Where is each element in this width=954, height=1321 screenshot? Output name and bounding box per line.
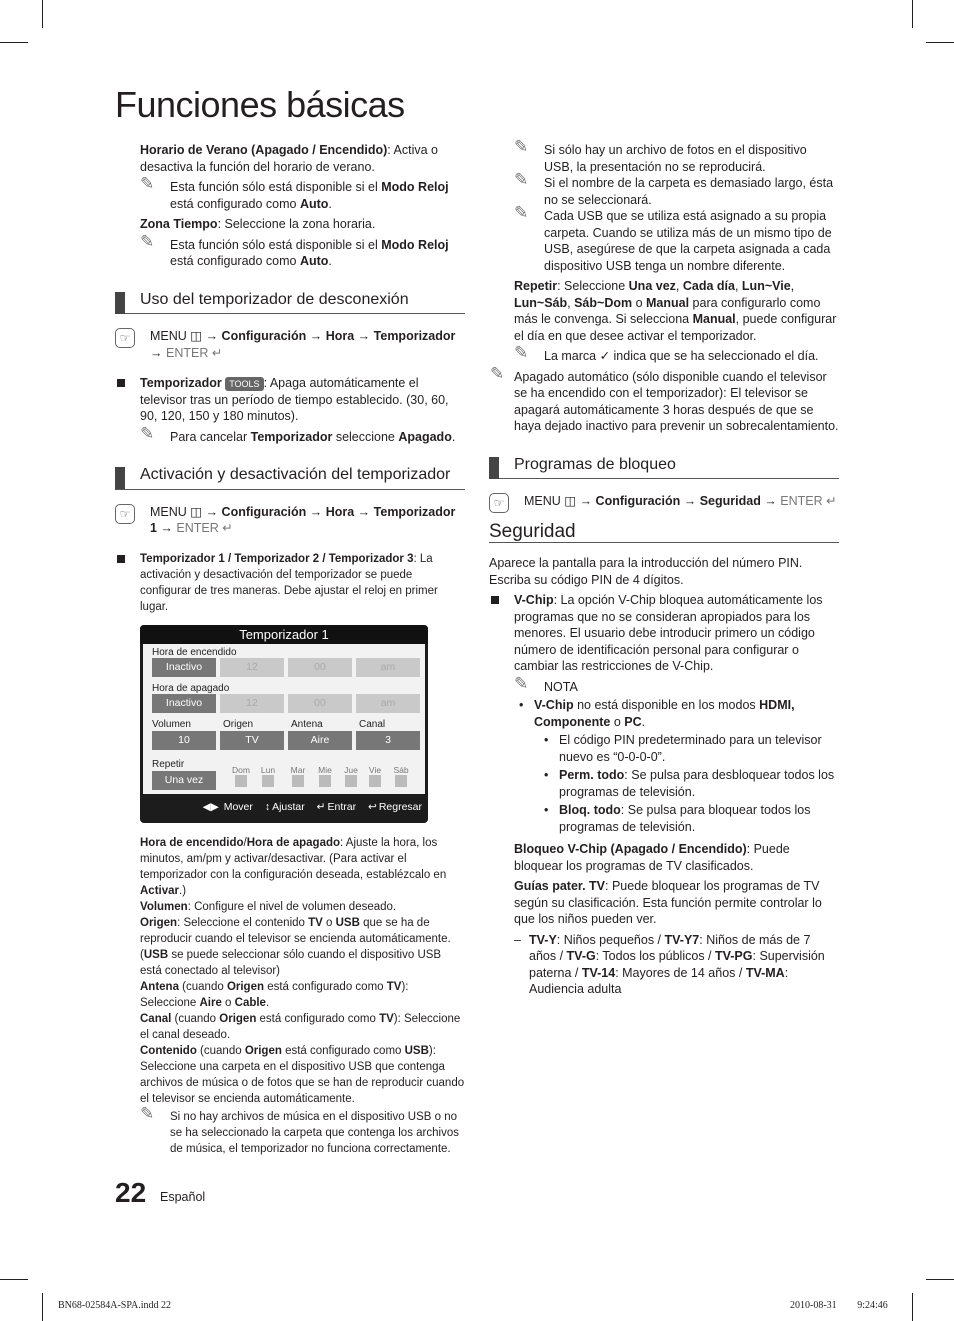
note: ✎ Esta función sólo está disponible si el Modo Reloj está configurado como Auto. xyxy=(140,174,449,211)
note-pencil-icon: ✎ xyxy=(514,343,529,362)
enter-icon: ↵ xyxy=(316,800,326,813)
note-pencil-icon: ✎ xyxy=(514,673,529,693)
note-pencil-icon: ✎ xyxy=(140,231,155,251)
osd-footer: ◀▶ Mover ↕ Ajustar ↵ Entrar ↩ Regresar xyxy=(202,800,422,813)
osd-field[interactable]: TV xyxy=(220,731,284,750)
crop-mark xyxy=(0,42,28,43)
osd-label: Hora de apagado xyxy=(152,682,230,694)
imprint-left: BN68-02584A-SPA.indd 22 xyxy=(58,1300,171,1311)
osd-title: Temporizador 1 xyxy=(140,625,428,644)
note-pencil-icon: ✎ xyxy=(140,174,155,193)
arrows-lr-icon: ◀▶ xyxy=(202,800,219,813)
timer-options-text: Hora de encendido/Hora de apagado: Ajuste la hora, los minutos, am/pm y activar/desactivar. (Para activar el temporizador con la configuración deseada, establézcalo en Activar.) Volumen: Configure el nivel de volumen deseado. Origen: Seleccione el contenido TV o USB que se ha de reproducir cuando el televisor se encienda automáticamente. (USB se puede seleccionar sólo cuando el dispositivo USB está conectado al televisor) Antena (cuando Origen está configurado como TV): Seleccione Aire o Cable. Canal (cuando Origen está configurado como TV): Seleccione el canal deseado. Contenido (cuando Origen está configurado como USB): Seleccione una carpeta en el dispositivo USB que contenga archivos de música o de fotos que se han de reproducir cuando el televisor se encienda automáticamente. xyxy=(140,836,465,1105)
osd-day-label: Dom xyxy=(232,764,250,775)
bloqueo-text: Bloqueo V-Chip (Apagado / Encendido): Puede bloquear los programas de TV clasificados. xyxy=(514,842,790,873)
right-column xyxy=(489,137,839,998)
osd-day-checkbox[interactable] xyxy=(292,775,304,787)
timer-osd-screen xyxy=(140,625,428,823)
note-pencil-icon: ✎ xyxy=(514,137,529,156)
repetir-text: Repetir: Seleccione Una vez, Cada día, Lun~Vie, Lun~Sáb, Sáb~Dom o Manual para configurarlo como más le convenga. Si selecciona Manual, puede configurar el día en que desee activar el temporizador. xyxy=(514,279,837,343)
osd-field[interactable]: Inactivo xyxy=(152,658,216,677)
list-item: V-Chip: La opción V-Chip bloquea automáticamente los programas que no se consideran apropiados para los menores. El usuario debe introducir primero un código número de identificación personal para configurar o cambiar las restricciones de V-Chip. xyxy=(489,592,839,675)
note-pencil-icon: ✎ xyxy=(140,423,155,443)
tools-badge: TOOLS xyxy=(225,377,263,391)
osd-field[interactable]: 00 xyxy=(288,694,352,713)
note-pencil-icon: ✎ xyxy=(490,363,505,383)
osd-day-checkbox[interactable] xyxy=(235,775,247,787)
menu-hand-icon: ☞ xyxy=(115,328,135,348)
osd-field[interactable]: 12 xyxy=(220,658,284,677)
crop-mark xyxy=(0,1279,28,1280)
crop-mark xyxy=(926,1279,954,1280)
osd-field[interactable]: Inactivo xyxy=(152,694,216,713)
crop-mark xyxy=(912,0,913,28)
page-number: 22 xyxy=(115,1177,147,1208)
crop-mark xyxy=(926,42,954,43)
osd-label: Antena xyxy=(291,718,323,730)
menu-path: ☞ MENU ◫ → Configuración → Hora → Temporizador → ENTER ↵ xyxy=(115,328,465,361)
osd-day-checkbox[interactable] xyxy=(345,775,357,787)
note: ✎ Si no hay archivos de música en el dispositivo USB o no se ha seleccionado la carpeta que contenga los archivos de música, el temporizador no funciona correctamente. xyxy=(140,1103,459,1155)
osd-label: Volumen xyxy=(152,718,191,730)
list-item: Temporizador TOOLS : Apaga automáticamente el televisor tras un período de tiempo establecido. (30, 60, 90, 120, 150 y 180 minutos). xyxy=(115,375,465,425)
osd-day-label: Jue xyxy=(344,764,358,775)
osd-field[interactable]: 00 xyxy=(288,658,352,677)
note-pencil-icon: ✎ xyxy=(140,1103,155,1123)
return-icon: ↩ xyxy=(368,800,377,813)
note: ✎ Si sólo hay un archivo de fotos en el dispositivo USB, la presentación no se reproducirá. xyxy=(514,137,807,174)
footer-language: Español xyxy=(160,1190,206,1204)
note: ✎ Para cancelar Temporizador seleccione Apagado. xyxy=(140,423,456,444)
menu-path: ☞ MENU ◫ → Configuración → Hora → Temporizador 1 → ENTER ↵ xyxy=(115,504,465,537)
note-pencil-icon: ✎ xyxy=(514,170,529,189)
osd-day-label: Mar xyxy=(290,764,306,775)
osd-label: Hora de encendido xyxy=(152,646,237,658)
arrows-ud-icon: ↕ xyxy=(264,800,271,813)
note: ✎ Si el nombre de la carpeta es demasiado largo, ésta no se seleccionará. xyxy=(514,170,834,207)
osd-day-label: Vie xyxy=(368,764,382,775)
menu-hand-icon: ☞ xyxy=(489,493,509,513)
osd-label: Canal xyxy=(359,718,386,730)
note: ✎ NOTA xyxy=(514,673,578,694)
section-heading: Activación y desactivación del temporizador xyxy=(115,467,465,490)
note-subitem: • El código PIN predeterminado para un televisor nuevo es “0-0-0-0”. xyxy=(544,733,822,764)
zona-text: Zona Tiempo: Seleccione la zona horaria. xyxy=(140,217,376,231)
left-column xyxy=(115,142,465,1161)
imprint-right: 2010-08-31 ￿￿ 9:24:46 xyxy=(790,1300,888,1311)
osd-field[interactable]: 10 xyxy=(152,731,216,750)
osd-field[interactable]: 12 xyxy=(220,694,284,713)
note: ✎ Esta función sólo está disponible si el Modo Reloj está configurado como Auto. xyxy=(140,231,449,268)
note: ✎ Apagado automático (sólo disponible cuando el televisor se ha encendido con el temporizador): El televisor se apagará automáticamente 3 horas después de que se haya dejado inactivo para prevenir un sobrecalentamiento. xyxy=(490,363,839,433)
note-subitem: • Bloq. todo: Se pulsa para bloquear todos los programas de televisión. xyxy=(544,803,811,834)
horario-text: Horario de Verano (Apagado / Encendido): Activa o desactiva la función del horario de verano. xyxy=(140,143,438,174)
note: ✎ Cada USB que se utiliza está asignado a su propia carpeta. Cuando se utiliza más de un mismo tipo de USB, asegúrese de que la carpeta asignada a cada dispositivo USB tenga un nombre diferente. xyxy=(514,203,832,273)
section-heading: Uso del temporizador de desconexión xyxy=(115,292,465,315)
list-item: Temporizador 1 / Temporizador 2 / Temporizador 3: La activación y desactivación del temporizador se puede configurar de tres maneras. Debe ajustar el reloj en primer lugar. xyxy=(115,551,465,615)
page-title: Funciones básicas xyxy=(115,84,405,125)
osd-day-checkbox[interactable] xyxy=(262,775,274,787)
note-pencil-icon: ✎ xyxy=(514,203,529,222)
tv-ratings-item: – TV-Y: Niños pequeños / TV-Y7: Niños de más de 7 años / TV-G: Todos los públicos / TV-PG: Supervisión paterna / TV-14: Mayores de 14 años / TV-MA: Audiencia adulta xyxy=(514,932,825,996)
pin-text: Aparece la pantalla para la introducción del número PIN. Escriba su código PIN de 4 dígitos. xyxy=(489,556,803,587)
crop-mark xyxy=(912,1293,913,1321)
osd-field[interactable]: am xyxy=(356,658,420,677)
section-heading: Programas de bloqueo xyxy=(489,457,839,480)
osd-day-checkbox[interactable] xyxy=(319,775,331,787)
note-subitem: • Perm. todo: Se pulsa para desbloquear todos los programas de televisión. xyxy=(544,768,835,799)
crop-mark xyxy=(42,0,43,28)
guias-text: Guías pater. TV: Puede bloquear los programas de TV según su clasificación. Esta función permite controlar lo que los niños pueden ver. xyxy=(514,879,822,926)
osd-day-label: Sáb xyxy=(393,764,409,775)
osd-day-checkbox[interactable] xyxy=(369,775,381,787)
crop-mark xyxy=(42,1293,43,1321)
note: ✎ La marca ✓ indica que se ha seleccionado el día. xyxy=(514,343,819,363)
osd-field[interactable]: 3 xyxy=(356,731,420,750)
seguridad-heading: Seguridad xyxy=(489,524,839,544)
osd-field[interactable]: Aire xyxy=(288,731,352,750)
osd-field[interactable]: am xyxy=(356,694,420,713)
osd-day-checkbox[interactable] xyxy=(395,775,407,787)
menu-hand-icon: ☞ xyxy=(115,504,135,524)
osd-label: Origen xyxy=(223,718,254,730)
osd-field[interactable]: Una vez xyxy=(152,771,216,790)
menu-path: ☞ MENU ◫ → Configuración → Seguridad → ENTER ↵ xyxy=(489,493,839,510)
osd-day-label: Mie xyxy=(318,764,332,775)
osd-day-label: Lun xyxy=(260,764,276,775)
osd-label: Repetir xyxy=(152,758,185,770)
note-subitem: • V-Chip no está disponible en los modos HDMI, Componente o PC. xyxy=(519,698,795,729)
